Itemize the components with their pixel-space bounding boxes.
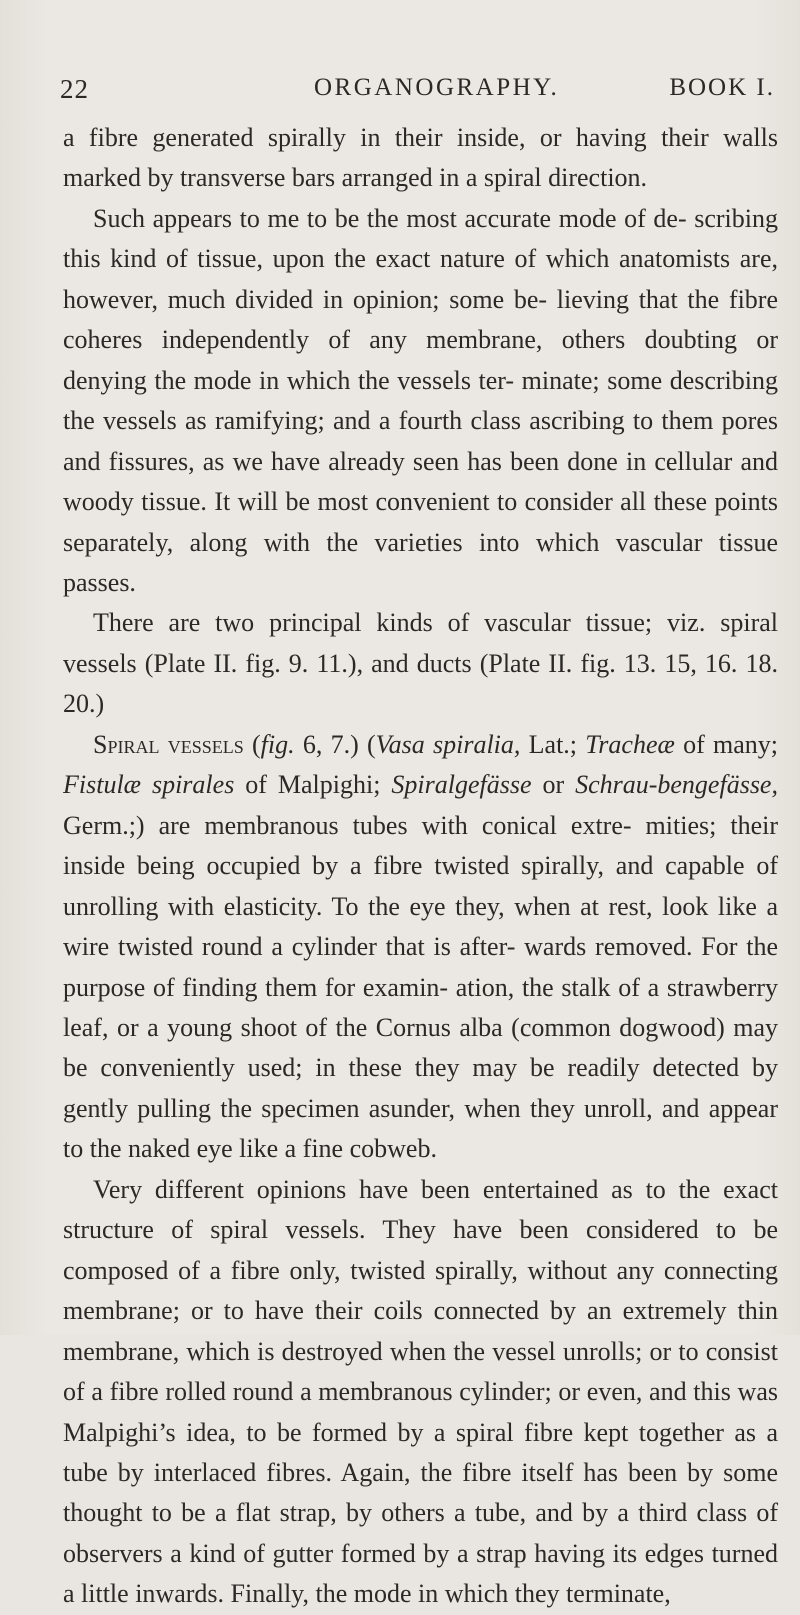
running-head [60,74,775,110]
body-text [63,118,778,1615]
term-schraubengefasse: Schrau-bengefässe, [575,770,778,800]
text-run: ( [243,729,261,759]
fig-ref: fig. [260,729,295,759]
latin-term: Vasa spiralia, [375,729,521,759]
text-run: of many; [674,729,778,759]
text-run: 6, 7.) ( [294,729,376,759]
paragraph-continuation: a fibre generated spirally in their inside, or having their walls marked by transverse bars arranged in a spiral direction. [63,123,778,193]
paragraph-anatomists: Such appears to me to be the most accurate mode of de- scribing this kind of tissue, upon the exact nature of which anatomists are, however, much divided in opinion; some be- lieving that the fibre coheres independently of any membrane, others doubting or denying the mode in which the vessels ter- minate; some describing the vessels as ramifying; and a fourth class ascribing to them pores and fissures, as we have already seen has been done in cellular and woody tissue. It will be most convenient to consider all these points separately, along with the varieties into which vascular tissue passes. [63,203,778,597]
term-fistulae: Fistulæ spirales [63,770,235,800]
text-run: Germ.;) are membranous tubes with conical extre- mities; their inside being occupied by a fibre twisted spirally, and capable of unrolling with elasticity. To the eye they, when at rest, look like a wire twisted round a cylinder that is after- wards removed. For the purpose of finding them for examin- ation, the stalk of a strawberry leaf, or a young shoot of the Cornus alba (common dogwood) may be conveniently used; in these they may be readily detected by gently pulling the specimen asunder, when they unroll, and appear to the naked eye like a fine cobweb. [63,810,778,1164]
term-tracheae: Tracheæ [585,729,675,759]
term-spiralgefasse: Spiralgefässe [391,770,532,800]
paragraph-principal-kinds: There are two principal kinds of vascular tissue; viz. spiral vessels (Plate II. fig. 9. 11.), and ducts (Plate II. fig. 13. 15, 16. 18. 20.) [63,608,778,719]
page-number: 22 [60,74,89,104]
paragraph-opinions: Very different opinions have been entertained as to the exact structure of spiral vessels. They have been considered to be composed of a fibre only, twisted spirally, without any connecting membrane; or to have their coils connected by an extremely thin membrane, which is destroyed when the vessel unrolls; or to consist of a fibre rolled round a membranous cylinder; or even, and this was Malpighi’s idea, to be formed by a spiral fibre kept together as a tube by interlaced fibres. Again, the fibre itself has been by some thought to be a flat strap, by others a tube, and by a third class of observers a kind of gutter formed by a strap having its edges turned a little inwards. Finally, the mode in which they terminate, [63,1174,778,1609]
section-heading: Spiral vessels [93,729,244,759]
text-run: of Malpighi; [234,770,392,800]
paragraph-spiral-vessels [63,725,778,1170]
text-run: Lat.; [520,729,586,759]
text-run: or [531,770,576,800]
running-title: ORGANOGRAPHY. [314,74,560,101]
book-label: BOOK I. [669,74,775,101]
